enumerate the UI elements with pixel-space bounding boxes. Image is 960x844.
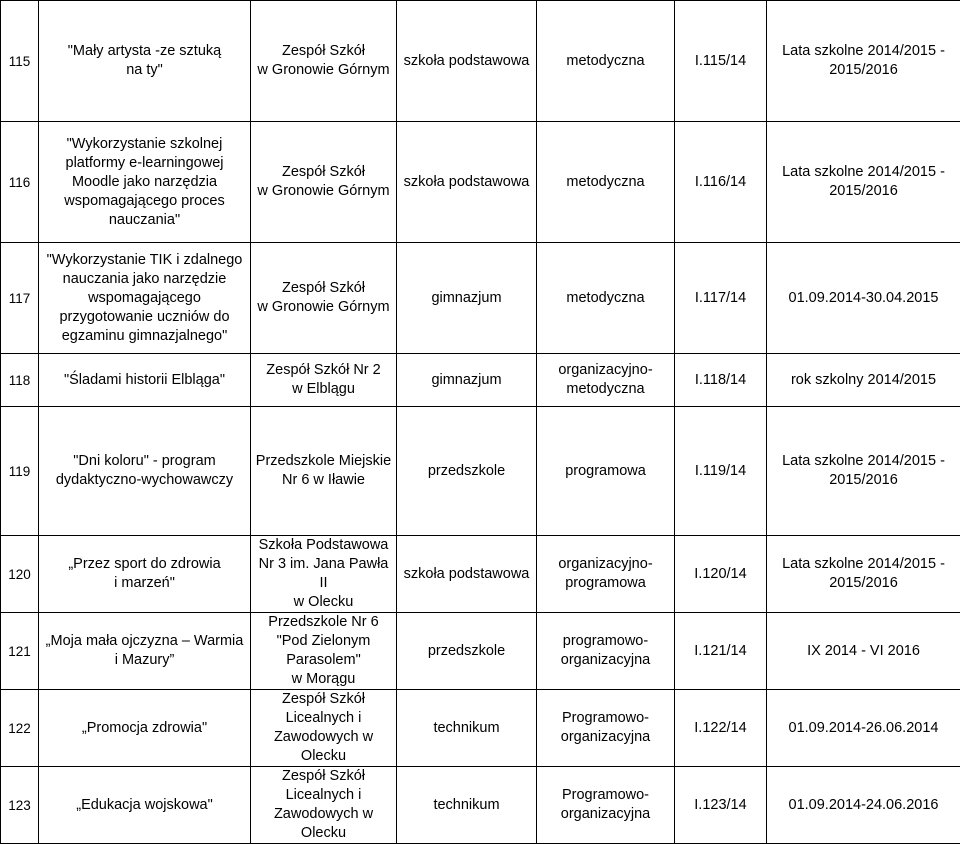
- registry-code: I.117/14: [675, 243, 767, 354]
- row-number: 118: [1, 354, 39, 407]
- registry-code: I.120/14: [675, 536, 767, 613]
- program-title: „Edukacja wojskowa": [39, 767, 251, 844]
- registry-code: I.123/14: [675, 767, 767, 844]
- school-level: technikum: [397, 690, 537, 767]
- school-name: Przedszkole Miejskie Nr 6 w Iławie: [251, 407, 397, 536]
- program-title: "Wykorzystanie szkolnej platformy e-learningowej Moodle jako narzędzia wspomagającego proces nauczania": [39, 122, 251, 243]
- row-number: 120: [1, 536, 39, 613]
- program-title: „Przez sport do zdrowia i marzeń": [39, 536, 251, 613]
- table-row: [1, 690, 960, 767]
- registry-code: I.121/14: [675, 613, 767, 690]
- table-row: [1, 1, 960, 122]
- school-level: gimnazjum: [397, 243, 537, 354]
- row-number: 123: [1, 767, 39, 844]
- school-level: przedszkole: [397, 613, 537, 690]
- innovation-type: metodyczna: [537, 243, 675, 354]
- school-level: szkoła podstawowa: [397, 1, 537, 122]
- time-period: 01.09.2014-24.06.2016: [767, 767, 960, 844]
- registry-code: I.116/14: [675, 122, 767, 243]
- program-title: „Promocja zdrowia": [39, 690, 251, 767]
- time-period: 01.09.2014-26.06.2014: [767, 690, 960, 767]
- row-number: 117: [1, 243, 39, 354]
- innovation-type: organizacyjno- metodyczna: [537, 354, 675, 407]
- school-name: Zespół Szkół w Gronowie Górnym: [251, 122, 397, 243]
- innovation-type: programowo- organizacyjna: [537, 613, 675, 690]
- school-name: Szkoła Podstawowa Nr 3 im. Jana Pawła II w Olecku: [251, 536, 397, 613]
- innovation-type: Programowo- organizacyjna: [537, 767, 675, 844]
- registry-code: I.122/14: [675, 690, 767, 767]
- program-title: "Mały artysta -ze sztuką na ty": [39, 1, 251, 122]
- row-number: 121: [1, 613, 39, 690]
- school-level: szkoła podstawowa: [397, 536, 537, 613]
- table-row: [1, 243, 960, 354]
- registry-code: I.115/14: [675, 1, 767, 122]
- school-level: szkoła podstawowa: [397, 122, 537, 243]
- time-period: Lata szkolne 2014/2015 - 2015/2016: [767, 407, 960, 536]
- table-row: [1, 613, 960, 690]
- registry-code: I.118/14: [675, 354, 767, 407]
- row-number: 122: [1, 690, 39, 767]
- school-name: Zespół Szkół Licealnych i Zawodowych w Olecku: [251, 690, 397, 767]
- school-name: Zespół Szkół w Gronowie Górnym: [251, 1, 397, 122]
- school-name: Zespół Szkół Nr 2 w Elblągu: [251, 354, 397, 407]
- school-name: Przedszkole Nr 6 "Pod Zielonym Parasolem" w Morągu: [251, 613, 397, 690]
- innovation-type: Programowo- organizacyjna: [537, 690, 675, 767]
- table-row: [1, 407, 960, 536]
- program-title: "Wykorzystanie TIK i zdalnego nauczania jako narzędzie wspomagającego przygotowanie uczniów do egzaminu gimnazjalnego": [39, 243, 251, 354]
- school-level: gimnazjum: [397, 354, 537, 407]
- innovation-type: programowa: [537, 407, 675, 536]
- time-period: rok szkolny 2014/2015: [767, 354, 960, 407]
- time-period: IX 2014 - VI 2016: [767, 613, 960, 690]
- time-period: Lata szkolne 2014/2015 - 2015/2016: [767, 1, 960, 122]
- table-row: [1, 767, 960, 844]
- innovation-type: organizacyjno- programowa: [537, 536, 675, 613]
- innovation-type: metodyczna: [537, 1, 675, 122]
- program-title: "Śladami historii Elbląga": [39, 354, 251, 407]
- school-level: technikum: [397, 767, 537, 844]
- school-name: Zespół Szkół Licealnych i Zawodowych w Olecku: [251, 767, 397, 844]
- table-row: [1, 122, 960, 243]
- program-title: "Dni koloru" - program dydaktyczno-wychowawczy: [39, 407, 251, 536]
- school-name: Zespół Szkół w Gronowie Górnym: [251, 243, 397, 354]
- table-row: [1, 354, 960, 407]
- table-row: [1, 536, 960, 613]
- school-level: przedszkole: [397, 407, 537, 536]
- program-title: „Moja mała ojczyzna – Warmia i Mazury”: [39, 613, 251, 690]
- row-number: 115: [1, 1, 39, 122]
- innovation-type: metodyczna: [537, 122, 675, 243]
- time-period: Lata szkolne 2014/2015 - 2015/2016: [767, 536, 960, 613]
- registry-code: I.119/14: [675, 407, 767, 536]
- row-number: 119: [1, 407, 39, 536]
- row-number: 116: [1, 122, 39, 243]
- time-period: Lata szkolne 2014/2015 - 2015/2016: [767, 122, 960, 243]
- time-period: 01.09.2014-30.04.2015: [767, 243, 960, 354]
